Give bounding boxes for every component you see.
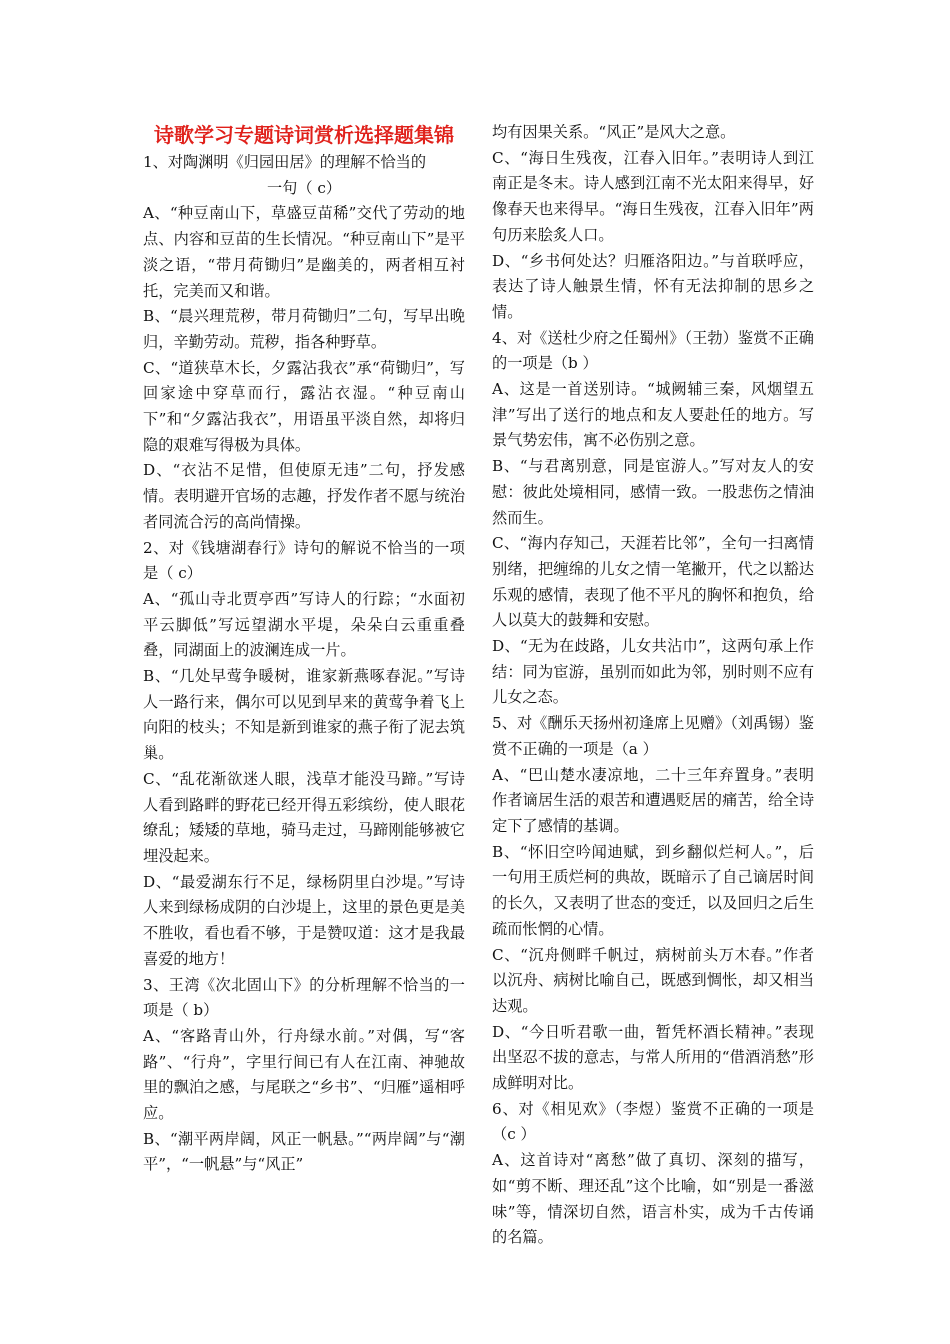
left-column-body xyxy=(143,150,465,1178)
paragraph: A、“种豆南山下，草盛豆苗稀”交代了劳动的地点、内容和豆苗的生长情况。“种豆南山下”是平淡之语，“带月荷锄归”是幽美的，两者相互衬托，完美而又和谐。 xyxy=(143,204,465,300)
paragraph: 6、对《相见欢》（李煜）鉴赏不正确的一项是（c ） xyxy=(492,1099,814,1144)
paragraph: 3、王湾《次北固山下》的分析理解不恰当的一项是（ b） xyxy=(143,975,465,1020)
paragraph: D、“最爱湖东行不足，绿杨阴里白沙堤。”写诗人来到绿杨成阴的白沙堤上，这里的景色更是美不胜收，看也看不够，于是赞叹道：这才是我最喜爱的地方！ xyxy=(143,872,465,968)
right-column xyxy=(492,120,814,1251)
paragraph: C、“沉舟侧畔千帆过，病树前头万木春。”作者以沉舟、病树比喻自己，既感到惆怅，却又相当达观。 xyxy=(492,945,814,1015)
paragraph: A、“客路青山外，行舟绿水前。”对偶，写“客路”、“行舟”，字里行间已有人在江南、神驰故里的飘泊之感，与尾联之“乡书”、“归雁”遥相呼应。 xyxy=(143,1026,465,1123)
paragraph: 4、对《送杜少府之任蜀州》（王勃）鉴赏不正确的一项是（b ） xyxy=(492,328,814,373)
paragraph: 一句（ c） xyxy=(266,178,342,197)
paragraph: C、“道狭草木长，夕露沾我衣”承“荷锄归”，写回家途中穿草而行，露沾衣湿。“种豆南山下”和“夕露沾我衣”，用语虽平淡自然，却将归隐的艰难写得极为具体。 xyxy=(143,358,465,454)
paragraph: B、“几处早莺争暖树，谁家新燕啄春泥。”写诗人一路行来，偶尔可以见到早来的黄莺争着飞上向阳的枝头；不知是新到谁家的燕子衔了泥去筑巢。 xyxy=(143,667,465,763)
left-column xyxy=(143,120,465,1178)
paragraph: C、“乱花渐欲迷人眼，浅草才能没马蹄。”写诗人看到路畔的野花已经开得五彩缤纷，使人眼花缭乱；矮矮的草地，骑马走过，马蹄刚能够被它埋没起来。 xyxy=(143,769,465,865)
paragraph: B、“与君离别意，同是宦游人。”写对友人的安慰：彼此处境相同，感情一致。一股悲伤之情油然而生。 xyxy=(492,457,814,527)
paragraph: A、这首诗对“离愁”做了真切、深刻的描写，如“剪不断、理还乱”这个比喻，如“别是一番滋味”等，情深切自然，语言朴实，成为千古传诵的名篇。 xyxy=(492,1151,814,1247)
paragraph: B、“怀旧空吟闻迪赋，到乡翻似烂柯人。”，后一句用王质烂柯的典故，既暗示了自己谪居时间的长久，又表明了世态的变迁，以及回归之后生疏而怅惘的心情。 xyxy=(492,842,814,938)
paragraph: 5、对《酬乐天扬州初逢席上见赠》（刘禹锡）鉴赏不正确的一项是（a ） xyxy=(492,714,814,758)
paragraph: A、“巴山楚水凄凉地，二十三年弃置身。”表明作者谪居生活的艰苦和遭遇贬居的痛苦，给全诗定下了感情的基调。 xyxy=(492,765,814,835)
right-column-body xyxy=(492,120,814,1251)
document-title: 诗歌学习专题诗词赏析选择题集锦 xyxy=(154,123,454,147)
paragraph: 2、对《钱塘湖春行》诗句的解说不恰当的一项是（ c） xyxy=(143,538,465,583)
paragraph: A、这是一首送别诗。“城阙辅三秦，风烟望五津”写出了送行的地点和友人要赴任的地方。写景气势宏伟，寓不必伤别之意。 xyxy=(492,380,814,450)
paragraph: B、“潮平两岸阔，风正一帆悬。”“两岸阔”与“潮平”，“一帆悬”与“风正” xyxy=(143,1129,465,1174)
paragraph: D、“无为在歧路，儿女共沾巾”，这两句承上作结：同为宦游，虽别而如此为邻，别时则不应有儿女之态。 xyxy=(492,637,814,707)
paragraph: D、“今日听君歌一曲，暂凭杯酒长精神。”表现出坚忍不拔的意志，与常人所用的“借酒消愁”形成鲜明对比。 xyxy=(492,1022,814,1093)
paragraph: D、“衣沾不足惜，但使原无违”二句，抒发感情。表明避开官场的志趣，抒发作者不愿与统治者同流合污的高尚情操。 xyxy=(143,461,465,531)
paragraph: D、“乡书何处达？归雁洛阳边。”与首联呼应，表达了诗人触景生情，怀有无法抑制的思乡之情。 xyxy=(492,251,814,321)
paragraph: 均有因果关系。“风正”是风大之意。 xyxy=(492,123,736,141)
paragraph: A、“孤山寺北贾亭西”写诗人的行踪；“水面初平云脚低”写远望湖水平堤，朵朵白云重重叠叠，同湖面上的波澜连成一片。 xyxy=(143,589,465,660)
paragraph: C、“海内存知己，天涯若比邻”，全句一扫离情别绪，把缠绵的儿女之情一笔撇开，代之以豁达乐观的感情，表现了他不平凡的胸怀和抱负，给人以莫大的鼓舞和安慰。 xyxy=(492,534,814,630)
paragraph: C、“海日生残夜，江春入旧年。”表明诗人到江南正是冬末。诗人感到江南不光太阳来得早，好像春天也来得早。“海日生残夜，江春入旧年”两句历来脍炙人口。 xyxy=(492,148,814,244)
paragraph: B、“晨兴理荒秽，带月荷锄归”二句，写早出晚归，辛勤劳动。荒秽，指各种野草。 xyxy=(143,307,465,351)
paragraph: 1、对陶渊明《归园田居》的理解不恰当的 xyxy=(143,153,427,171)
